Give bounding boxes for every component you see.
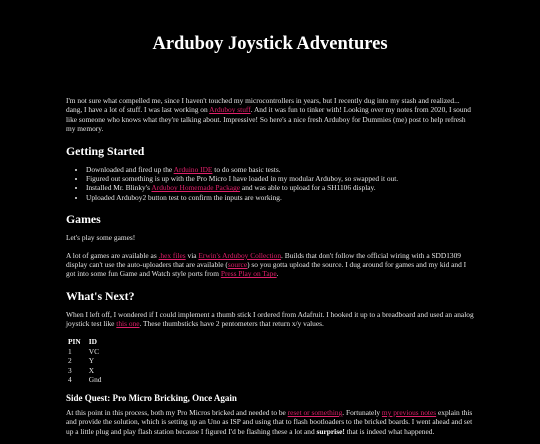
article-body (66, 96, 476, 444)
table-header-pin: PIN (68, 336, 81, 346)
reset-link[interactable]: reset or something (287, 408, 343, 418)
table-row: 2 Y (68, 356, 95, 366)
list-item: • Installed Mr. Blinky's Arduboy Homemade Package and was able to upload for a SH1106 display. (86, 183, 476, 192)
table-header-row (68, 337, 109, 347)
press-play-on-tape-link[interactable]: Press Play on Tape (220, 269, 277, 279)
erwins-collection-link[interactable]: Erwin's Arduboy Collection (198, 250, 282, 260)
this-one-link[interactable]: this one (116, 319, 140, 329)
homemade-package-link[interactable]: Arduboy Homemade Package (151, 183, 241, 193)
games-paragraph-2: A lot of games are available as .hex files via Erwin's Arduboy Collection. Builds that don't follow the official wiring with a SDD1309 display can't use the auto-uploaders that are available (source) so you gotta upload the source. I dug around for games and my kid and I got into some fun Game and Watch style ports from Press Play on Tape. (66, 250, 467, 279)
list-item: • Downloaded and fired up the Arduino IDE to do some basic tests. (86, 165, 476, 174)
side-quest-paragraph: At this point in this process, both my Pro Micros bricked and needed to be reset or something. Fortunately my previous notes explain this and provide the solution, which is setting up an Uno as ISP and using that to flash bootloaders to the bricked boards. I went ahead and set up a little plug and play flash station because I figured I'd be flashing these a lot and surprise! that is indeed what happened. (66, 408, 473, 436)
pin-table (68, 337, 109, 385)
table-row: 3 X (68, 365, 95, 375)
arduboy-stuff-link[interactable]: Arduboy stuff (209, 105, 251, 115)
intro-paragraph: I'm not sure what compelled me, since I haven't touched my microcontrollers in years, but I recently dug into my stash and realized... dang, I have a lot of stuff. I was last working on Arduboy stuff. And it was fun to tinker with! Looking over my notes from 2020, I sound like someone who knows what they're talking about. Impressive! So here's a nice fresh Arduboy for Dummies (me) post to help refresh my memory. (66, 96, 471, 134)
games-paragraph-1: Let's play some games! (66, 233, 136, 243)
list-item: • Figured out something is up with the Pro Micro I have loaded in my modular Arduboy, so swapped it out. (86, 174, 476, 183)
heading-side-quest: Side Quest: Pro Micro Bricking, Once Again (66, 393, 237, 404)
heading-getting-started: Getting Started (66, 143, 145, 158)
list-item: • Uploaded Arduboy2 button test to confirm the inputs are working. (86, 193, 476, 202)
getting-started-list (66, 165, 476, 203)
source-link[interactable]: source (227, 260, 248, 270)
whats-next-paragraph: When I left off, I wondered if I could implement a thumb stick I ordered from Adafruit. I hooked it up to a breadboard and used an analog joystick test like this one. These thumbsticks have 2 pentometers that return x/y values. (66, 309, 474, 329)
surprise-text: surprise! (316, 426, 345, 436)
table-header-id: ID (88, 336, 97, 346)
page-title: Arduboy Joystick Adventures (152, 34, 388, 54)
arduino-ide-link[interactable]: Arduino IDE (173, 164, 213, 174)
table-row: 1 VC (68, 346, 100, 356)
previous-notes-link[interactable]: my previous notes (381, 408, 437, 418)
table-row: 4 Gnd (68, 375, 102, 385)
heading-whats-next: What's Next? (66, 288, 135, 303)
hex-files-link[interactable]: .hex files (158, 250, 186, 260)
heading-games: Games (66, 212, 101, 227)
